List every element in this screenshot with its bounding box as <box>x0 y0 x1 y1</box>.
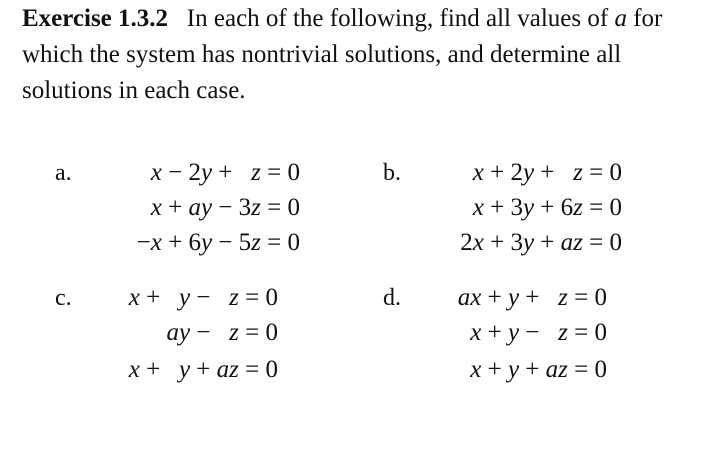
prompt-variable: a <box>614 5 627 32</box>
exercise-statement <box>22 1 692 109</box>
system-d-eq3: x + y + az = 0 <box>470 356 607 383</box>
system-a-eq3: −x + 6y − 5z = 0 <box>136 229 300 256</box>
exercise-label: Exercise 1.3.2 <box>22 5 169 32</box>
system-b-eq3: 2x + 3y + az = 0 <box>460 229 622 256</box>
system-a-eq1: x − 2y + z = 0 <box>150 159 300 186</box>
system-d-eq1: ax + y + z = 0 <box>457 284 607 311</box>
system-a-eq2: x + ay − 3z = 0 <box>150 194 300 221</box>
system-c-eq2: ay − z = 0 <box>166 319 278 346</box>
system-b-eq2: x + 3y + 6z = 0 <box>472 194 622 221</box>
system-d-eq2: x + y − z = 0 <box>470 319 607 346</box>
prompt-part1: In each of the following, find all values of <box>186 5 609 32</box>
system-a-label: a. <box>55 160 72 186</box>
system-b-eq1: x + 2y + z = 0 <box>472 159 622 186</box>
system-b-label: b. <box>383 160 401 186</box>
system-d-label: d. <box>383 285 401 311</box>
system-c-eq3: x + y + az = 0 <box>128 356 278 383</box>
system-c-eq1: x + y − z = 0 <box>128 284 278 311</box>
prompt-part2: for which the system has nontrivial solutions, and determine all solutions in each case. <box>22 5 663 104</box>
system-c-label: c. <box>55 285 72 311</box>
